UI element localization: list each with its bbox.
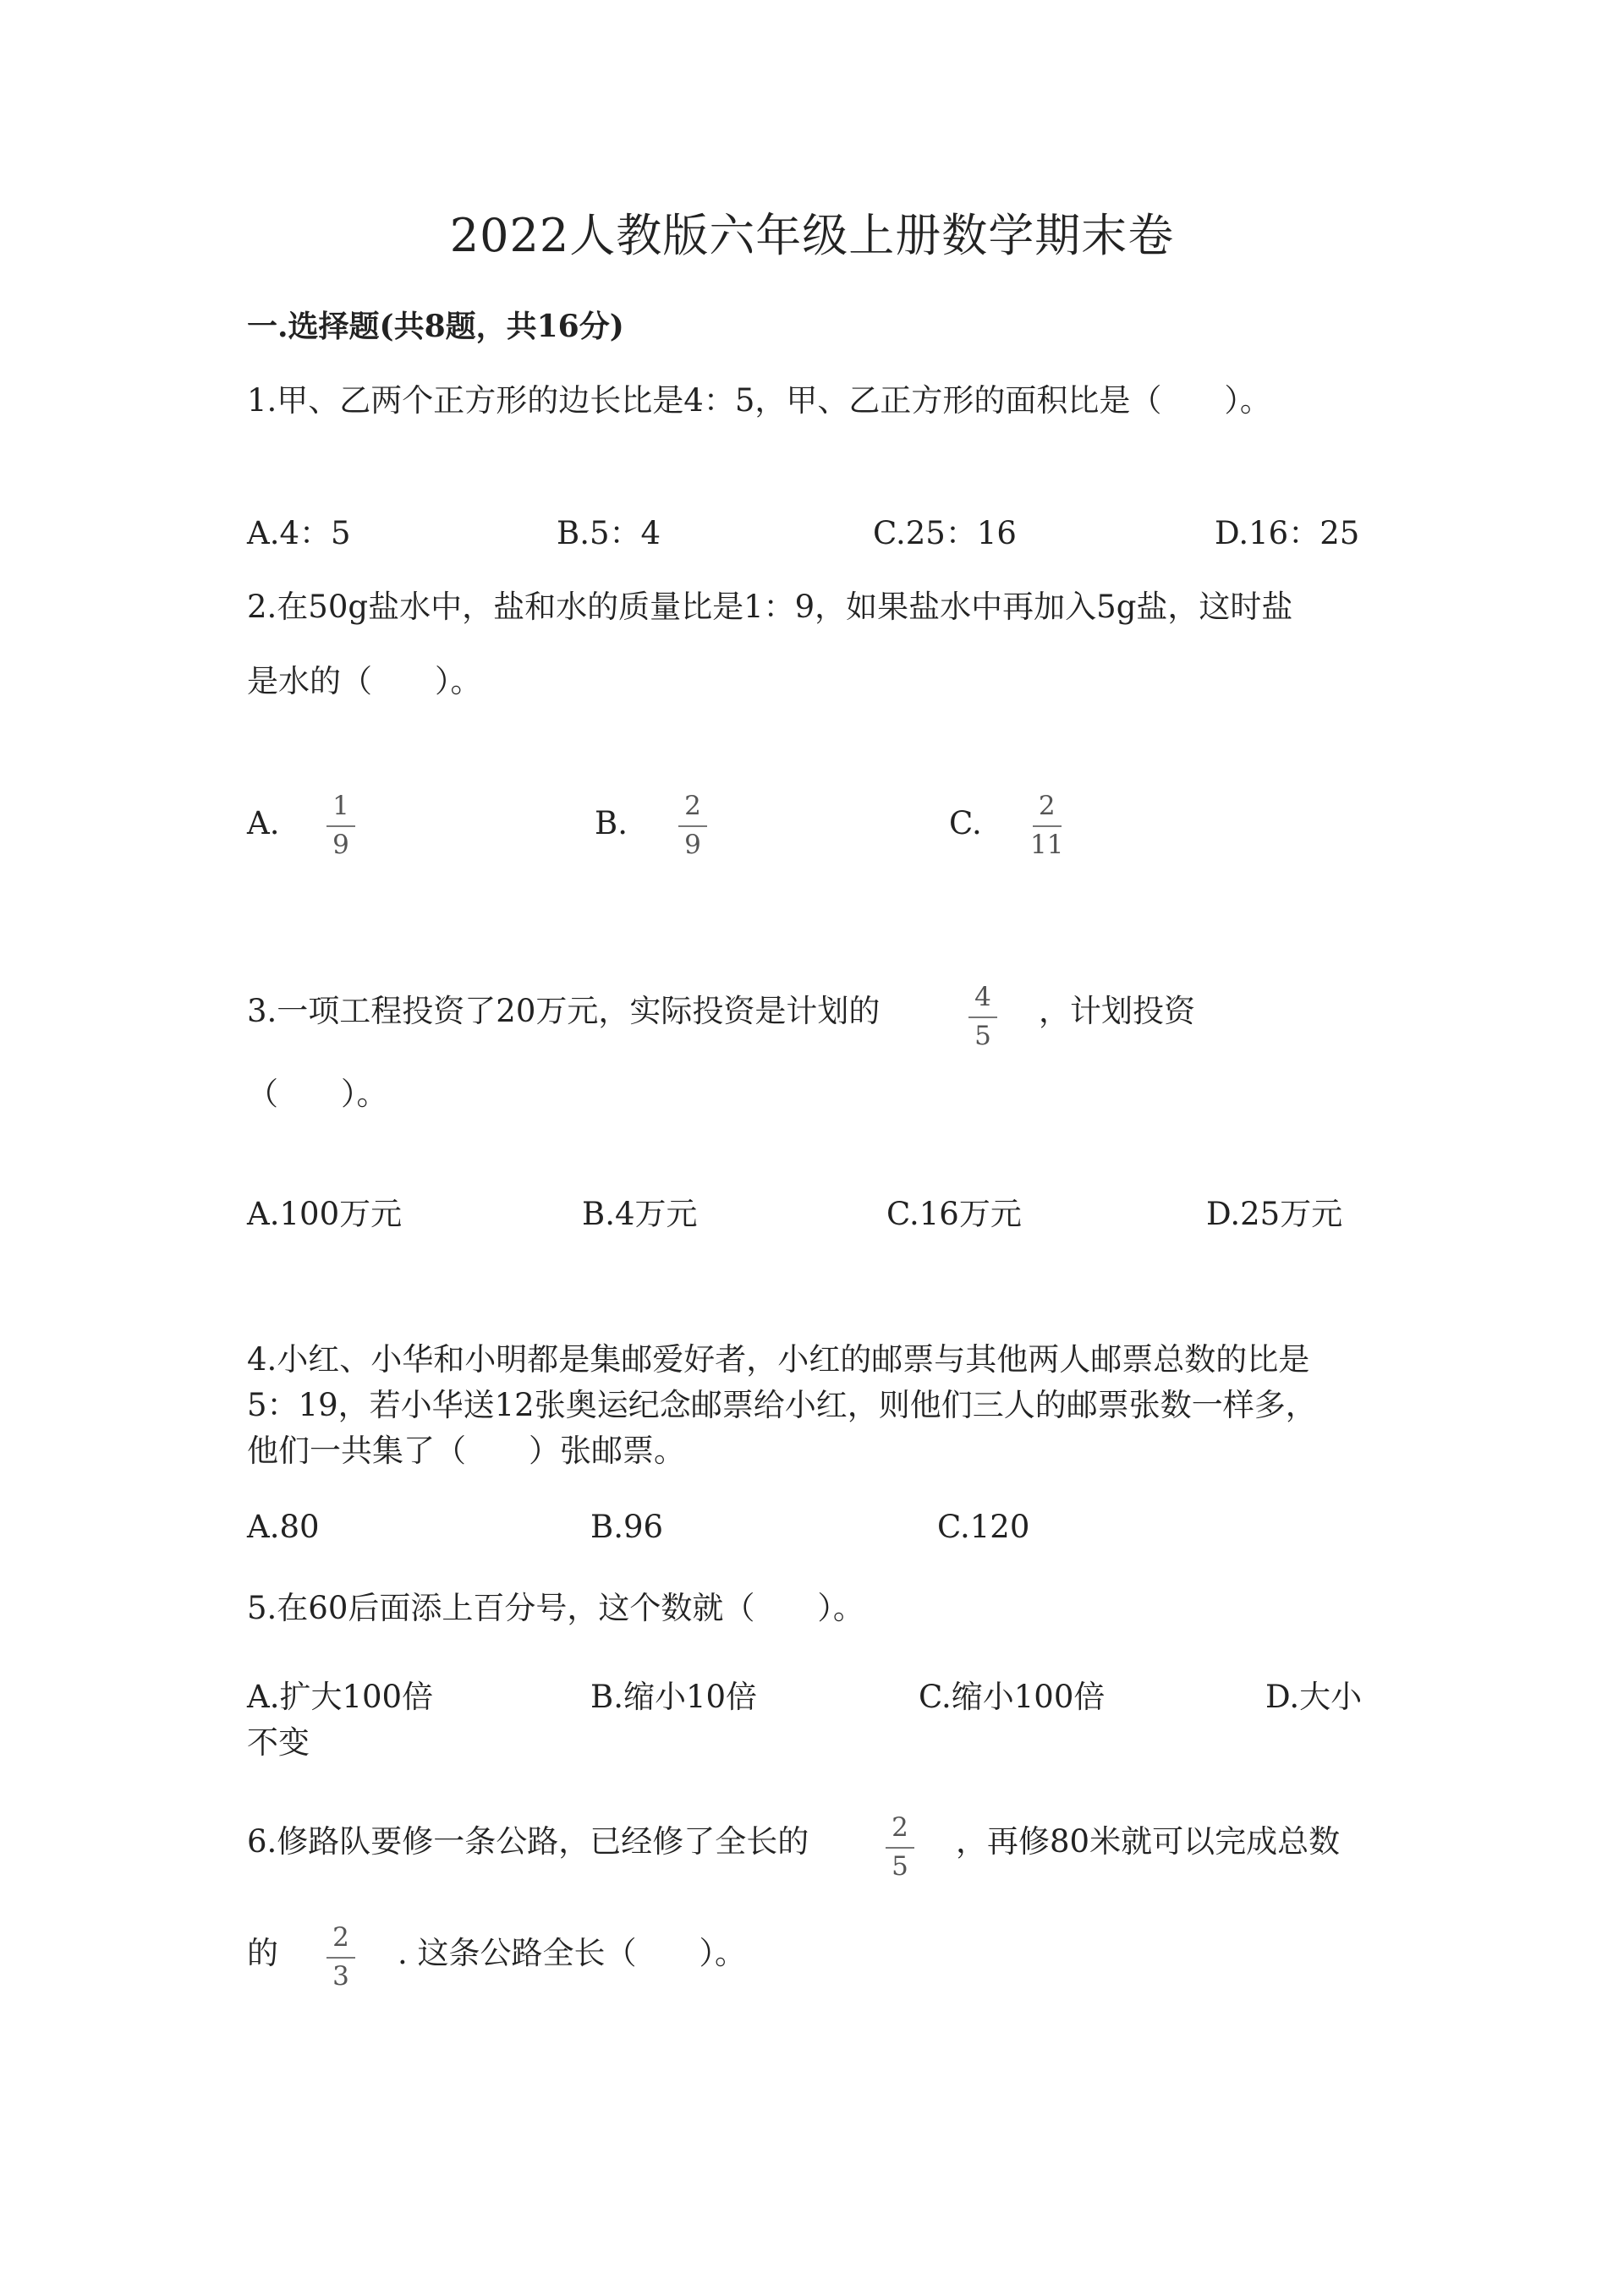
fraction-bar xyxy=(968,1016,997,1018)
page-title: 2022人教版六年级上册数学期末卷 xyxy=(449,209,1175,262)
fraction-denominator: 5 xyxy=(892,1851,908,1882)
question-1-text: 1.甲、乙两个正方形的边长比是4：5，甲、乙正方形的面积比是（ ）。 xyxy=(247,382,1271,419)
q5-option-c: C.缩小100倍 xyxy=(919,1679,1106,1715)
fraction-denominator: 5 xyxy=(974,1021,991,1051)
q3-option-c: C.16万元 xyxy=(886,1196,1022,1232)
question-3-text-after: ，计划投资 xyxy=(1039,993,1195,1029)
fraction-denominator: 9 xyxy=(684,830,701,860)
question-3-text-before: 3.一项工程投资了20万元，实际投资是计划的 xyxy=(247,993,881,1029)
fraction-bar xyxy=(1033,825,1062,827)
q3-option-d: D.25万元 xyxy=(1206,1196,1343,1232)
q5-option-a: A.扩大100倍 xyxy=(247,1679,434,1715)
question-6-text-before: 6.修路队要修一条公路，已经修了全长的 xyxy=(247,1823,809,1860)
fraction-bar xyxy=(886,1847,914,1849)
question-6-line2-before: 的 xyxy=(247,1935,278,1971)
fraction-numerator: 2 xyxy=(332,1922,349,1953)
q5-option-d: D.大小 xyxy=(1265,1679,1363,1715)
q3-fraction xyxy=(968,984,997,1049)
q4-option-a: A.80 xyxy=(247,1509,320,1545)
question-3-text-line2: （ ）。 xyxy=(247,1076,388,1112)
question-2-text-line1: 2.在50g盐水中，盐和水的质量比是1：9，如果盐水中再加入5g盐，这时盐 xyxy=(247,589,1293,625)
q1-option-a: A.4：5 xyxy=(247,515,351,551)
q5-option-d-wrap: 不变 xyxy=(247,1724,310,1761)
fraction-denominator: 3 xyxy=(332,1961,349,1992)
q2-option-c-fraction xyxy=(1030,793,1063,858)
q3-option-b: B.4万元 xyxy=(582,1196,698,1232)
q4-option-b: B.96 xyxy=(590,1509,664,1545)
q2-option-b-fraction xyxy=(678,793,707,858)
fraction-bar xyxy=(678,825,707,827)
fraction-denominator: 11 xyxy=(1030,830,1064,860)
fraction-numerator: 1 xyxy=(332,791,349,821)
question-6-text-after: ，再修80米就可以完成总数 xyxy=(956,1823,1341,1860)
section-heading: 一.选择题(共8题，共16分) xyxy=(247,309,624,344)
q2-option-b-label: B. xyxy=(595,805,628,841)
q6-fraction-2 xyxy=(326,1922,355,1992)
fraction-bar xyxy=(326,825,355,827)
question-6-line2-after: . 这条公路全长（ ）。 xyxy=(398,1935,747,1971)
question-4-text-line1: 4.小红、小华和小明都是集邮爱好者，小红的邮票与其他两人邮票总数的比是 xyxy=(247,1341,1310,1378)
q1-option-c: C.25：16 xyxy=(873,515,1017,551)
question-4-text-line3: 他们一共集了（ ）张邮票。 xyxy=(247,1433,685,1469)
q2-option-c-label: C. xyxy=(949,805,982,841)
question-4-text-line2: 5：19，若小华送12张奥运纪念邮票给小红，则他们三人的邮票张数一样多， xyxy=(247,1387,1317,1423)
q1-option-b: B.5：4 xyxy=(557,515,661,551)
q4-option-c: C.120 xyxy=(937,1509,1030,1545)
q6-fraction-1 xyxy=(886,1812,914,1882)
q1-option-d: D.16：25 xyxy=(1215,515,1360,551)
question-5-text: 5.在60后面添上百分号，这个数就（ ）。 xyxy=(247,1590,864,1626)
fraction-numerator: 2 xyxy=(1038,791,1056,821)
q2-option-a-fraction xyxy=(326,793,355,858)
q5-option-b: B.缩小10倍 xyxy=(590,1679,758,1715)
question-2-text-line2: 是水的（ ）。 xyxy=(247,663,482,699)
q2-option-a-label: A. xyxy=(247,805,280,841)
fraction-numerator: 2 xyxy=(684,791,701,821)
fraction-denominator: 9 xyxy=(332,830,349,860)
fraction-numerator: 4 xyxy=(974,982,991,1012)
fraction-bar xyxy=(326,1957,355,1959)
q3-option-a: A.100万元 xyxy=(247,1196,403,1232)
fraction-numerator: 2 xyxy=(892,1812,908,1843)
